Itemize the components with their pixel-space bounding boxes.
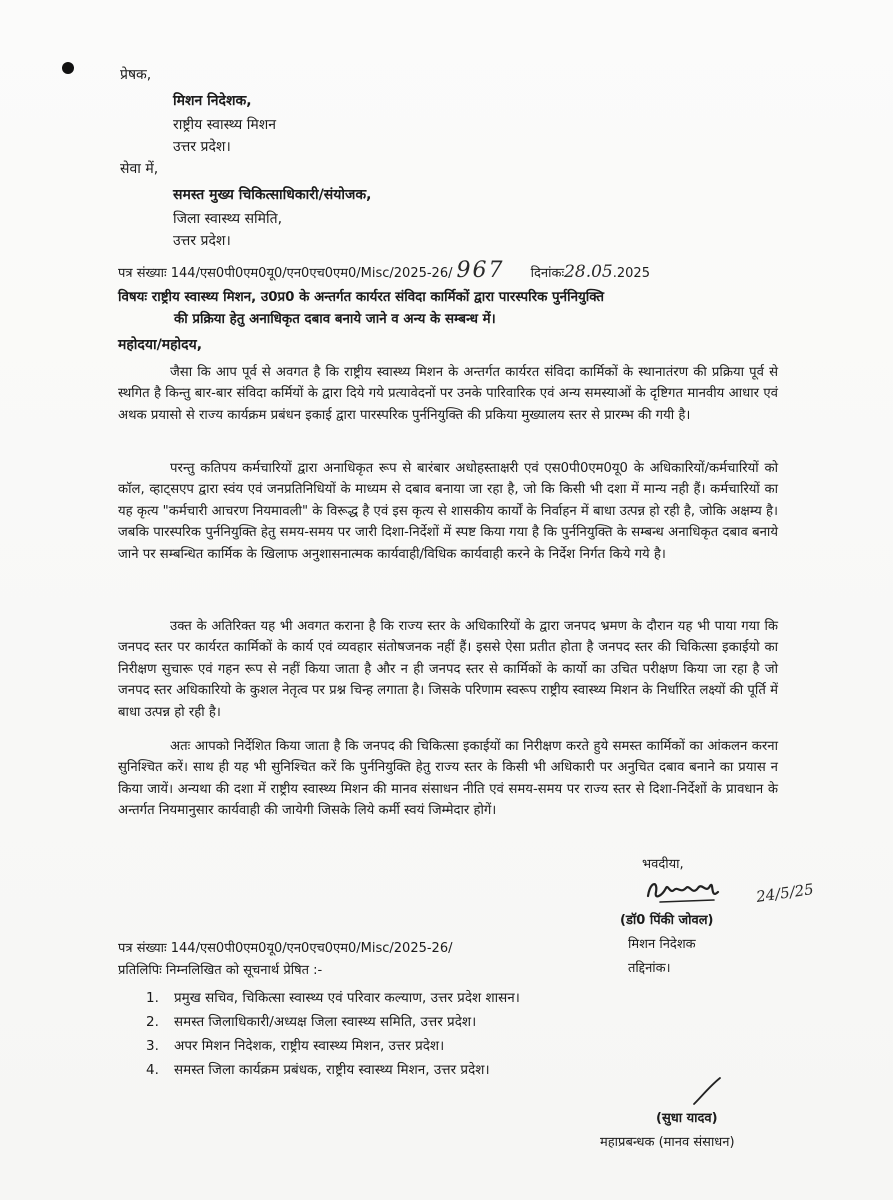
- handwritten-date: 28.05: [564, 262, 613, 282]
- date-year: .2025: [612, 266, 650, 281]
- signatory-designation: मिशन निदेशक: [628, 937, 696, 952]
- signature-date: 24/5/25: [755, 880, 815, 906]
- handwritten-dispatch-number: 967: [456, 258, 505, 283]
- copy-reference-number: पत्र संख्याः 144/एस0पी0एम0यू0/एन0एच0एम0/Misc/2025-26/: [118, 941, 453, 956]
- recipient-label: सेवा में,: [120, 161, 159, 177]
- body-paragraph-3: उक्त के अतिरिक्त यह भी अवगत कराना है कि राज्य स्तर के अधिकारियों के द्वारा जनपद भ्रमण के दौरान यह भी पाया गया कि जनपद स्तर पर कार्यरत कार्मिकों के कार्य एवं व्यवहार संतोषजनक नहीं हैं। इससे ऐसा प्रतीत होता है जनपद स्तर की चिकित्सा इकाईयो का निरीक्षण सुचारू एवं गहन रूप से नहीं किया जाता है और न ही जनपद स्तर से कार्मिकों के कार्यो का उचित परीक्षण किया जा रहा है जो जनपद स्तर अधिकारियो के कुशल नेतृत्व पर प्रश्न चिन्ह लगाता है। जिसके परिणाम स्वरूप राष्ट्रीय स्वास्थ्य मिशन के निर्धारित लक्ष्यों की पूर्ति में बाधा उत्पन्न हो रही है।: [118, 619, 778, 720]
- salutation: महोदया/महोदय,: [118, 337, 203, 353]
- sender-label: प्रेषक,: [120, 67, 152, 83]
- punch-hole-mark: [62, 62, 74, 74]
- same-date-note: तद्दिनांक।: [628, 961, 671, 976]
- date-label: दिनांकः: [530, 266, 565, 281]
- subject-line-1: विषयः राष्ट्रीय स्वास्थ्य मिशन, उ0प्र0 के अन्तर्गत कार्यरत संविदा कार्मिकों द्वारा पारस्परिक पुर्ननियुक्ति: [118, 290, 605, 305]
- recipient-state: उत्तर प्रदेश।: [173, 233, 231, 249]
- general-manager-signature: [688, 1074, 728, 1108]
- copy-intro: प्रतिलिपिः निम्नलिखित को सूचनार्थ प्रेषित :-: [118, 963, 323, 978]
- recipient-org: जिला स्वास्थ्य समिति,: [173, 211, 283, 227]
- recipient-title: समस्त मुख्य चिकित्साधिकारी/संयोजक,: [173, 187, 372, 203]
- copy-list: [146, 986, 520, 1082]
- copy-list-item: 1. प्रमुख सचिव, चिकित्सा स्वास्थ्य एवं परिवार कल्याण, उत्तर प्रदेश शासन।: [146, 990, 520, 1006]
- sender-org: राष्ट्रीय स्वास्थ्य मिशन: [173, 117, 277, 133]
- signatory-name: (डॉ0 पिंकी जोवल): [620, 913, 714, 928]
- reference-prefix: पत्र संख्याः 144/एस0पी0एम0यू0/एन0एच0एम0/Misc/2025-26/: [118, 266, 453, 281]
- body-paragraph-2: परन्तु कतिपय कर्मचारियों द्वारा अनाधिकृत रूप से बारंबार अधोहस्ताक्षरी एवं एस0पी0एम0यू0 के अधिकारियों/कर्मचारियों को कॉल, व्हाट्सएप द्वारा स्वंय एवं जनप्रतिनिधियों के माध्यम से दबाव बनाया जा रहा है, जो कि किसी भी दशा में मान्य नही हैं। कर्मचारियों का यह कृत्य "कर्मचारी आचरण नियमावली" के विरूद्ध है एवं इस कृत्य से शासकीय कार्यों के निर्वाहन में बाधा उत्पन्न हो रही है, जोकि अक्षम्य है। जबकि पारस्परिक पुर्ननियुक्ति हेतु समय-समय पर जारी दिशा-निर्देशों में स्पष्ट किया गया है कि पुर्ननियुक्ति के सम्बन्ध अनाधिकृत दबाव बनाये जाने पर सम्बन्धित कार्मिक के खिलाफ अनुशासनात्मक कार्यवाही/विधिक कार्यवाही करने के निर्देश निर्गत किये गये है।: [118, 461, 778, 562]
- body-paragraph-1: जैसा कि आप पूर्व से अवगत है कि राष्ट्रीय स्वास्थ्य मिशन के अन्तर्गत कार्यरत संविदा कार्मिकों के स्थानातंरण की प्रक्रिया पूर्व से स्थगित है किन्तु बार-बार संविदा कर्मियों के द्वारा दिये गये प्रत्यावेदनों पर उनके पारिवारिक एवं अन्य समस्याओं के दृष्टिगत मानवीय आधार एवं अथक प्रयासो से राज्य कार्यक्रम प्रबंधन इकाई द्वारा पारस्परिक पुर्ननियुक्ति की प्रकिया मुख्यालय स्तर से प्रारम्भ की गयी है।: [118, 365, 778, 423]
- sender-state: उत्तर प्रदेश।: [173, 139, 231, 155]
- copy-list-item: 3. अपर मिशन निदेशक, राष्ट्रीय स्वास्थ्य मिशन, उत्तर प्रदेश।: [146, 1038, 445, 1054]
- copy-list-item: 2. समस्त जिलाधिकारी/अध्यक्ष जिला स्वास्थ्य समिति, उत्तर प्रदेश।: [146, 1014, 477, 1030]
- copy-list-item: 4. समस्त जिला कार्यक्रम प्रबंधक, राष्ट्रीय स्वास्थ्य मिशन, उत्तर प्रदेश।: [146, 1062, 490, 1078]
- mission-director-signature: [640, 866, 760, 910]
- subject-line-2: की प्रक्रिया हेतु अनाधिकृत दबाव बनाये जाने व अन्य के सम्बन्ध में।: [174, 312, 496, 327]
- footer-signatory-name: (सुधा यादव): [656, 1111, 718, 1126]
- closing-yours: भवदीया,: [642, 857, 684, 872]
- sender-title: मिशन निदेशक,: [173, 93, 252, 109]
- footer-signatory-designation: महाप्रबन्धक (मानव संसाधन): [600, 1135, 735, 1150]
- reference-number: [118, 258, 650, 283]
- body-paragraph-4: अतः आपको निर्देशित किया जाता है कि जनपद की चिकित्सा इकाईयों का निरीक्षण करते हुये समस्त कार्मिकों का आंकलन करना सुनिश्चित करें। साथ ही यह भी सुनिश्चित करें कि पुर्ननियुक्ति हेतु राज्य स्तर के किसी भी अधिकारी पर अनुचित दबाव बनाने का प्रयास न किया जायें। अन्यथा की दशा में राष्ट्रीय स्वास्थ्य मिशन की मानव संसाधन नीति एवं समय-समय पर राज्य स्तर से दिशा-निर्देशों के प्रावधान के अन्तर्गत नियमानुसार कार्यवाही की जायेगी जिसके लिये कर्मी स्वयं जिम्मेदार होगें।: [118, 739, 778, 819]
